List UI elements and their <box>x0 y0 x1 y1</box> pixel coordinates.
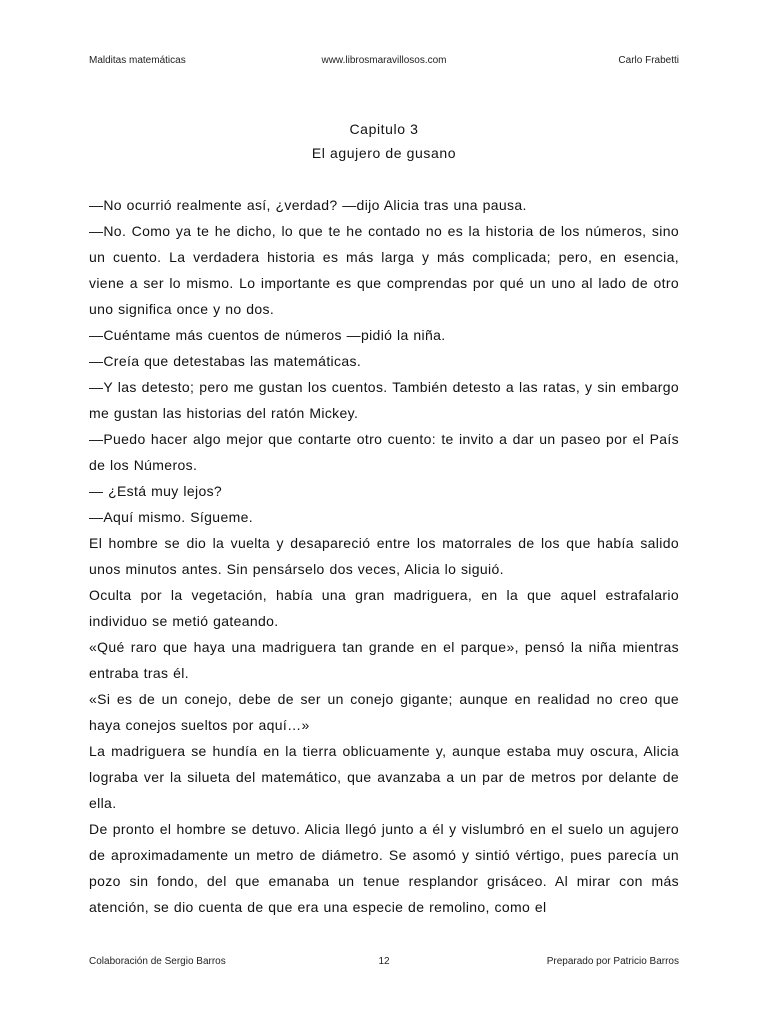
paragraph: El hombre se dio la vuelta y desapareció entre los matorrales de los que había salido unos minutos antes. Sin pensárselo dos veces, Alicia lo siguió. <box>89 535 679 577</box>
page-footer <box>89 956 679 970</box>
footer-collaboration: Colaboración de Sergio Barros <box>89 956 226 967</box>
chapter-heading <box>89 117 679 165</box>
paragraph: —Puedo hacer algo mejor que contarte otro cuento: te invito a dar un paseo por el País de los Números. <box>89 431 679 473</box>
body-text <box>89 192 679 920</box>
footer-prepared-by: Preparado por Patricio Barros <box>546 956 679 967</box>
chapter-title: El agujero de gusano <box>311 145 457 161</box>
paragraph: —Cuéntame más cuentos de números —pidió la niña. <box>89 327 446 343</box>
paragraph: —Y las detesto; pero me gustan los cuentos. También detesto a las ratas, y sin embargo me gustan las historias del ratón Mickey. <box>89 379 679 421</box>
paragraph: — ¿Está muy lejos? <box>89 483 223 499</box>
paragraph: —No ocurrió realmente así, ¿verdad? —dijo Alicia tras una pausa. <box>89 197 527 213</box>
header-author: Carlo Frabetti <box>618 55 679 66</box>
paragraph: Oculta por la vegetación, había una gran madriguera, en la que aquel estrafalario individuo se metió gateando. <box>89 587 679 629</box>
paragraph: «Qué raro que haya una madriguera tan grande en el parque», pensó la niña mientras entraba tras él. <box>89 639 679 681</box>
paragraph: —Aquí mismo. Sígueme. <box>89 509 253 525</box>
page-header <box>89 55 679 69</box>
header-website: www.librosmaravillosos.com <box>321 55 447 66</box>
header-book-title: Malditas matemáticas <box>89 55 186 66</box>
paragraph: «Si es de un conejo, debe de ser un conejo gigante; aunque en realidad no creo que haya conejos sueltos por aquí…» <box>89 691 679 733</box>
paragraph: —No. Como ya te he dicho, lo que te he contado no es la historia de los números, sino un cuento. La verdadera historia es más larga y más complicada; pero, en esencia, viene a ser lo mismo. Lo importante es que comprendas por qué un uno al lado de otro uno significa once y no dos. <box>89 223 679 317</box>
paragraph: De pronto el hombre se detuvo. Alicia llegó junto a él y vislumbró en el suelo un agujero de aproximadamente un metro de diámetro. Se asomó y sintió vértigo, pues parecía un pozo sin fondo, del que emanaba un tenue resplandor grisáceo. Al mirar con más atención, se dio cuenta de que era una especie de remolino, como el <box>89 821 679 915</box>
paragraph: —Creía que detestabas las matemáticas. <box>89 353 362 369</box>
paragraph: La madriguera se hundía en la tierra oblicuamente y, aunque estaba muy oscura, Alicia lograba ver la silueta del matemático, que avanzaba a un par de metros por delante de ella. <box>89 743 679 811</box>
footer-page-number: 12 <box>378 956 390 967</box>
chapter-number: Capitulo 3 <box>349 121 419 137</box>
